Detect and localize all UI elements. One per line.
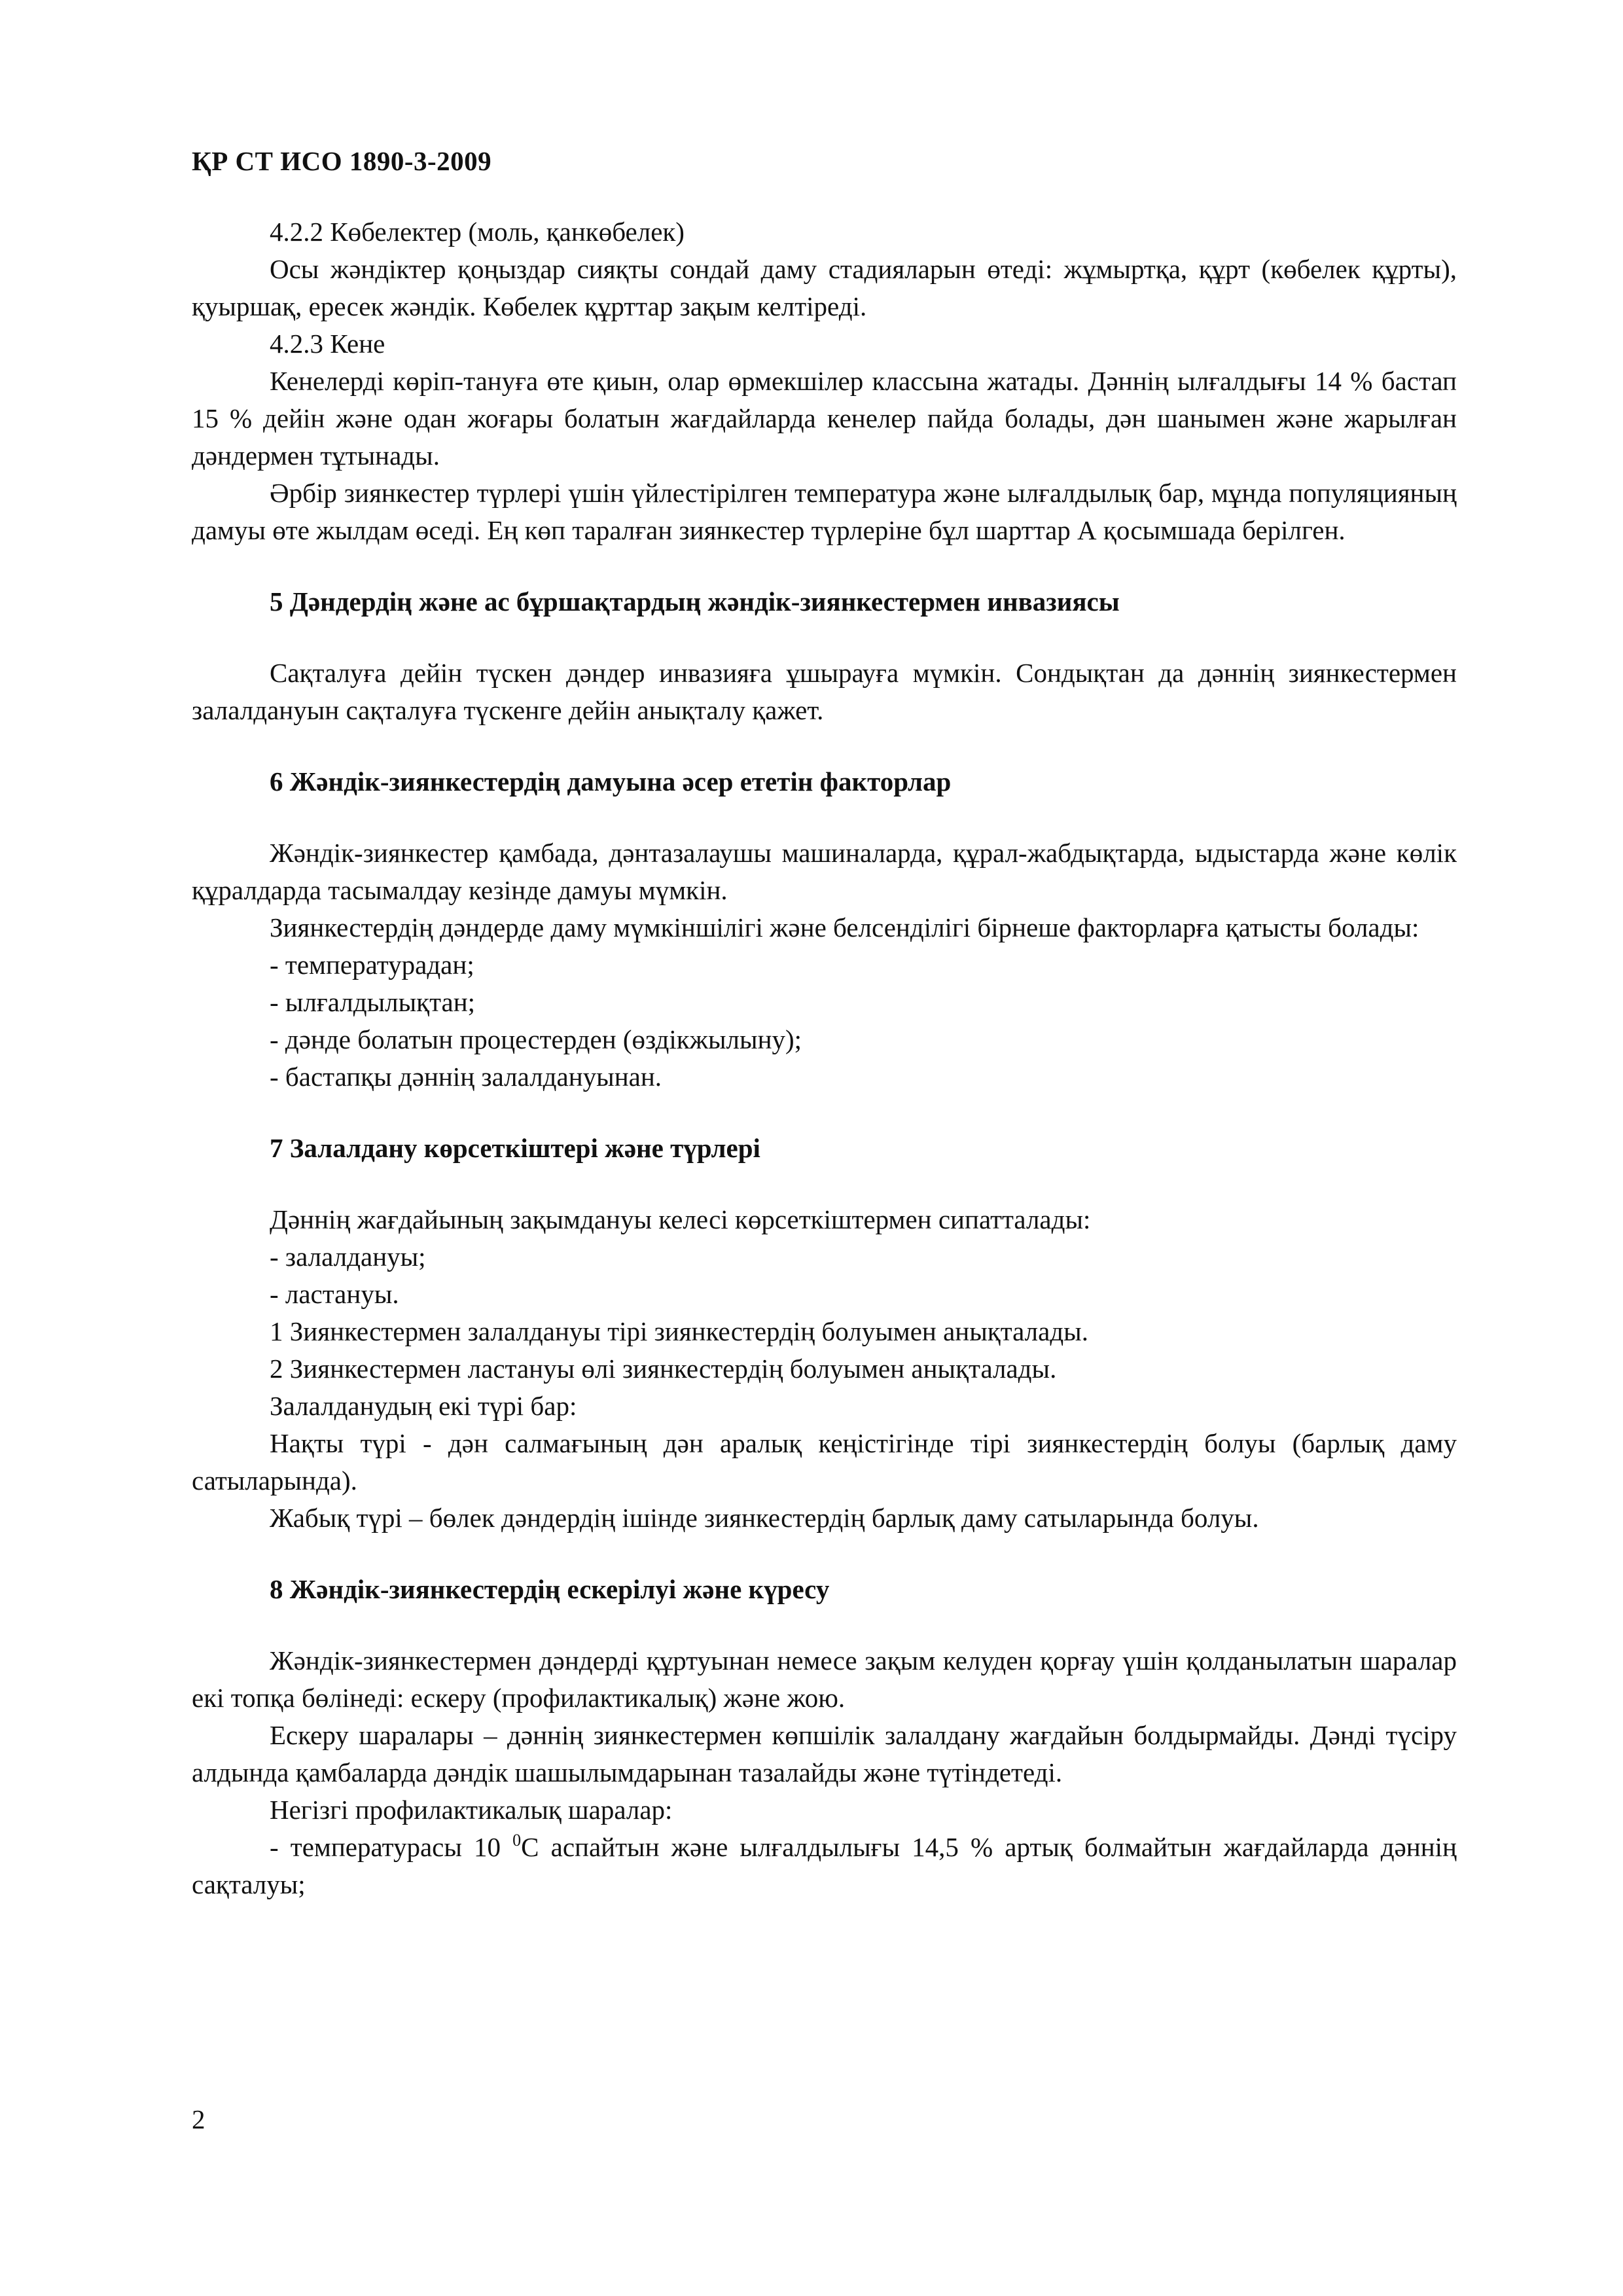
paragraph: Залалданудың екі түрі бар: [270,1391,577,1421]
subsection-heading-4-2-2: 4.2.2 Көбелектер (моль, қанкөбелек) [270,217,685,247]
paragraph: Нақты түрі - дән салмағының дән аралық кеңістігінде тірі зиянкестердің болуы (барлық даму сатыларында). [192,1428,1457,1496]
paragraph: Ескеру шаралары – дәннің зиянкестермен көпшілік залалдану жағдайын болдырмайды. Дәнді түсіру алдында қамбаларда дәндік шашылымдарынан тазалайды және түтіндетеді. [192,1720,1457,1787]
paragraph: Кенелерді көріп-тануға өте қиын, олар өрмекшілер классына жатады. Дәннің ылғалдығы 14 % бастап 15 % дейін және одан жоғары болатын жағдайларда кенелер пайда болады, дән шанымен және жарылған дәндермен тұтынады. [192,366,1457,471]
document-code-header: ҚР СТ ИСО 1890-3-2009 [192,146,492,176]
section-title-6: 6 Жәндік-зиянкестердің дамуына әсер ететін факторлар [270,766,952,797]
paragraph-temperature-condition [192,1829,1457,1903]
paragraph: Негізгі профилактикалық шаралар: [270,1795,673,1825]
section-title-8: 8 Жәндік-зиянкестердің ескерілуі және күресу [270,1574,830,1604]
degree-superscript: 0 [512,1831,522,1850]
text-run: С аспайтын және ылғалдылығы 14,5 % артық болмайтын жағдайларда дәннің сақталуы; [192,1832,1457,1899]
list-item: - ылғалдылықтан; [270,987,476,1017]
list-item: - ластануы. [270,1279,399,1309]
text-run: - температурасы 10 [270,1832,513,1862]
list-item: - залалдануы; [270,1242,426,1272]
section-title-7: 7 Залалдану көрсеткіштері және түрлері [270,1133,760,1163]
paragraph: Жәндік-зиянкестермен дәндерді құртуынан немесе зақым келуден қорғау үшін қолданылатын шаралар екі топқа бөлінеді: ескеру (профилактикалық) және жою. [192,1645,1457,1713]
numbered-note: 1 Зиянкестермен залалдануы тірі зиянкестердің болуымен анықталады. [270,1316,1088,1346]
paragraph: Дәннің жағдайының зақымдануы келесі көрсеткіштермен сипатталады: [270,1204,1091,1234]
paragraph: Сақталуға дейін түскен дәндер инвазияға ұшырауға мүмкін. Сондықтан да дәннің зиянкестермен залалдануын сақталуға түскенге дейін анықталу қажет. [192,658,1457,725]
list-item: - температурадан; [270,950,474,980]
list-item: - дәнде болатын процестерден (өздікжылыну); [270,1024,802,1054]
list-item: - бастапқы дәннің залалдануынан. [270,1062,662,1092]
page-number: 2 [192,2104,205,2134]
paragraph: Жәндік-зиянкестер қамбада, дәнтазалаушы машиналарда, құрал-жабдықтарда, ыдыстарда және көлік құралдарда тасымалдау кезінде дамуы мүмкін. [192,838,1457,905]
section-title-5: 5 Дәндердің және ас бұршақтардың жәндік-зиянкестермен инвазиясы [270,586,1120,617]
paragraph: Жабық түрі – бөлек дәндердің ішінде зиянкестердің барлық даму сатыларында болуы. [270,1503,1259,1533]
paragraph: Әрбір зиянкестер түрлері үшін үйлестірілген температура және ылғалдылық бар, мұнда популяцияның дамуы өте жылдам өседі. Ең көп таралған зиянкестер түрлеріне бұл шарттар А қосымшада берілген. [192,478,1457,545]
paragraph: Осы жәндіктер қоңыздар сияқты сондай даму стадияларын өтеді: жұмыртқа, құрт (көбелек құрты), қуыршақ, ересек жәндік. Көбелек құрттар зақым келтіреді. [192,254,1457,321]
document-body [192,213,1457,1903]
numbered-note: 2 Зиянкестермен ластануы өлі зиянкестердің болуымен анықталады. [270,1354,1057,1384]
subsection-heading-4-2-3: 4.2.3 Кене [270,329,385,359]
paragraph: Зиянкестердің дәндерде даму мүмкіншілігі және белсенділігі бірнеше факторларға қатысты болады: [270,912,1419,942]
